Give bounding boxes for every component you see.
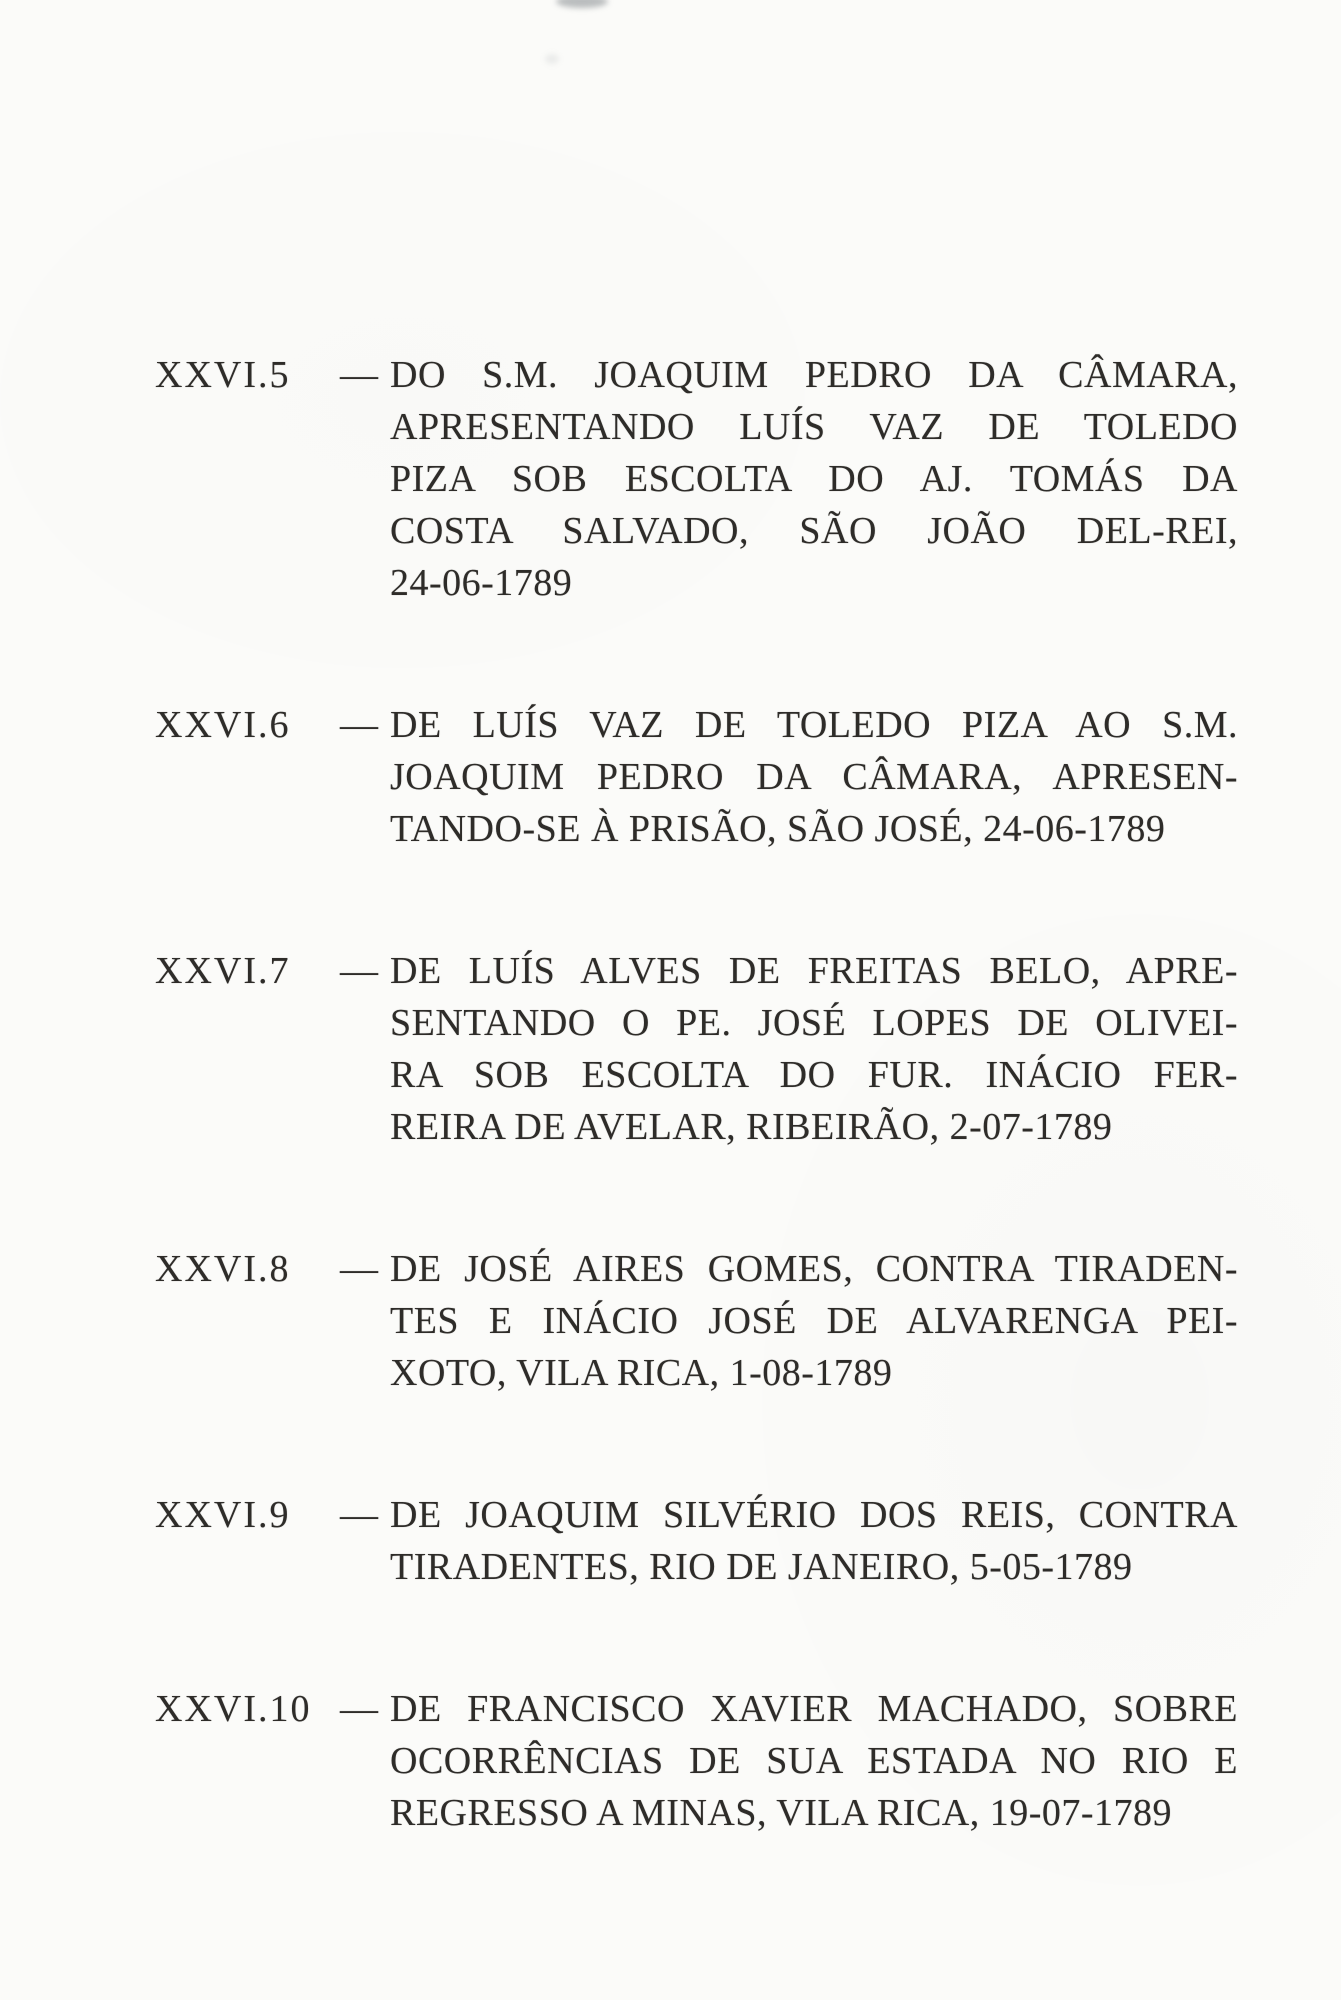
entry-dash: — [340,1494,378,1536]
entry-line: TIRADENTES, RIO DE JANEIRO, 5-05-1789 [390,1546,1133,1588]
index-entry [155,1489,1238,1593]
index-entry [155,1243,1238,1399]
entry-number: XXVI.9 [155,1494,291,1536]
entry-line: DE LUÍS ALVES DE FREITAS BELO, APRE- [390,950,1238,992]
entry-dash: — [340,950,378,992]
entry-line: REGRESSO A MINAS, VILA RICA, 19-07-1789 [390,1792,1173,1834]
entry-description [390,1243,1238,1399]
entry-line: RA SOB ESCOLTA DO FUR. INÁCIO FER- [390,1054,1238,1096]
entry-description [390,699,1238,855]
entry-line: APRESENTANDO LUÍS VAZ DE TOLEDO [390,406,1238,448]
index-entries [155,349,1238,1839]
entry-line: JOAQUIM PEDRO DA CÂMARA, APRESEN- [390,756,1238,798]
entry-line: DO S.M. JOAQUIM PEDRO DA CÂMARA, [390,354,1238,396]
index-entry [155,945,1238,1153]
entry-description [390,349,1238,609]
entry-line: DE JOAQUIM SILVÉRIO DOS REIS, CONTRA [390,1494,1238,1536]
index-entry [155,699,1238,855]
entry-line: XOTO, VILA RICA, 1-08-1789 [390,1352,893,1394]
entry-dash: — [340,354,378,396]
entry-line: DE LUÍS VAZ DE TOLEDO PIZA AO S.M. [390,704,1238,746]
entry-line: TANDO-SE À PRISÃO, SÃO JOSÉ, 24-06-1789 [390,808,1166,850]
entry-dash: — [340,704,378,746]
entry-number: XXVI.10 [155,1688,312,1730]
entry-line: DE FRANCISCO XAVIER MACHADO, SOBRE [390,1688,1238,1730]
entry-dash: — [340,1248,378,1290]
scan-smudge [545,54,559,64]
entry-line: PIZA SOB ESCOLTA DO AJ. TOMÁS DA [390,458,1238,500]
entry-description [390,1489,1238,1593]
entry-line: OCORRÊNCIAS DE SUA ESTADA NO RIO E [390,1740,1238,1782]
entry-number: XXVI.6 [155,704,291,746]
entry-number: XXVI.7 [155,950,291,992]
entry-dash: — [340,1688,378,1730]
entry-line: DE JOSÉ AIRES GOMES, CONTRA TIRADEN- [390,1248,1238,1290]
entry-line: COSTA SALVADO, SÃO JOÃO DEL-REI, [390,510,1238,552]
entry-number: XXVI.8 [155,1248,291,1290]
entry-number: XXVI.5 [155,354,291,396]
index-entry [155,349,1238,609]
entry-line: SENTANDO O PE. JOSÉ LOPES DE OLIVEI- [390,1002,1238,1044]
entry-description [390,945,1238,1153]
index-entry [155,1683,1238,1839]
scan-smudge [556,0,608,8]
entry-line: TES E INÁCIO JOSÉ DE ALVARENGA PEI- [390,1300,1238,1342]
entry-line: 24-06-1789 [390,562,573,604]
entry-description [390,1683,1238,1839]
entry-line: REIRA DE AVELAR, RIBEIRÃO, 2-07-1789 [390,1106,1113,1148]
